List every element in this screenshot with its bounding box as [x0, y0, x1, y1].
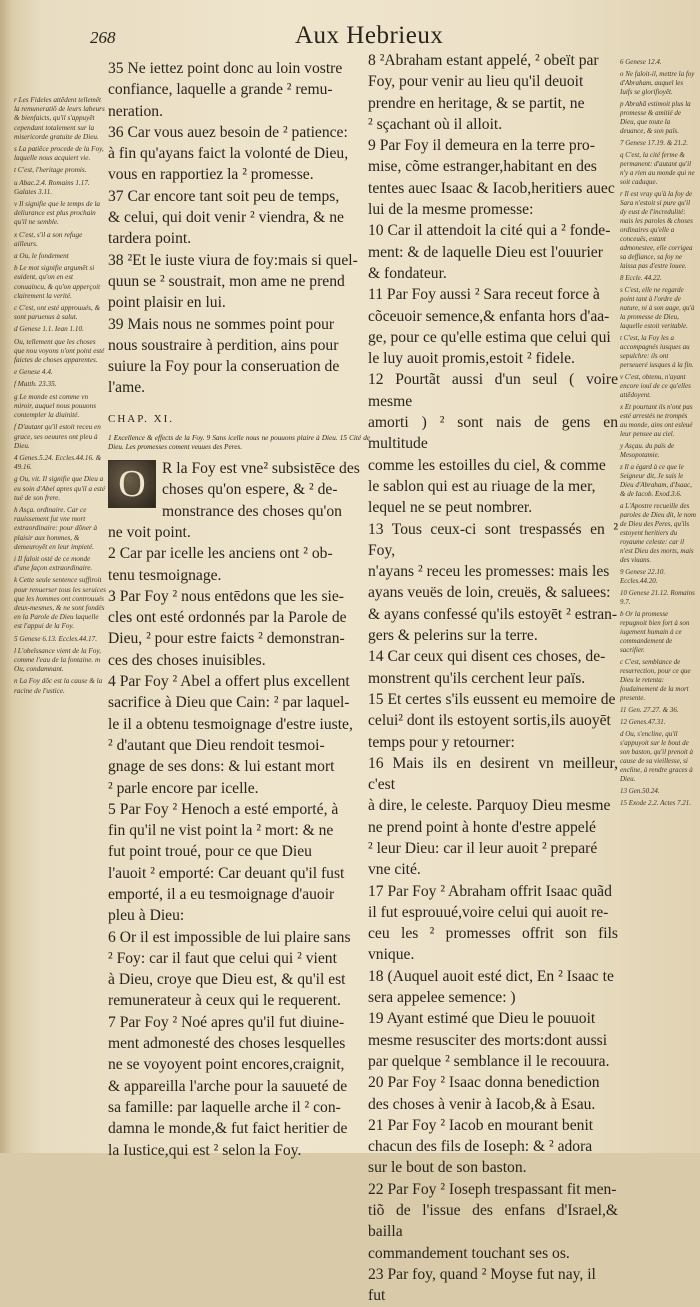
verse-paragraph: 22 Par Foy ² Ioseph trespassant fit men- tiõ de l'issue des enfans d'Israel,& bailla commandement touchant ses os. [368, 1180, 618, 1262]
verse-36: 36 Car vous auez besoin de ² patience: à fin qu'ayans faict la volonté de Dieu, vous en rapportiez la ² promesse. [108, 123, 349, 184]
chapter-heading: CHAP. XI. [108, 412, 174, 425]
margin-note: f Matth. 23.35. [14, 380, 57, 389]
margin-note: 5 Genese 6.13. Eccles.44.17. [14, 634, 98, 643]
margin-note: s C'est, elle ne regarde point tant à l'ordre de nature, ni à son aage, qu'à la promesse de Dieu, laquelle estoit veritable. [620, 286, 695, 330]
margin-note: 10 Genese 21.12. Romains 9.7. [620, 589, 695, 606]
verse-6: 6 Or il est impossible de lui plaire sans ² Foy: car il faut que celui qui ² vient à Dieu, croye que Dieu est, & qu'il est remunerateur à ceux qui le requerent. [108, 928, 351, 1010]
page-gutter-shadow [0, 0, 12, 1153]
verse-3: 3 Par Foy ² nous entēdons que les sie- cles ont esté ordonnés par la Parole de Dieu, ² pour estre faicts ² demonstran- ces des choses inuisibles. [108, 587, 347, 669]
verse-paragraph: 18 (Auquel auoit esté dict, En ² Isaac te sera appelee semence: ) [368, 967, 614, 1007]
verse-37: 37 Car encore tant soit peu de temps, & celui, qui doit venir ² viendra, & ne tardera point. [108, 187, 344, 248]
verse-paragraph: 21 Par Foy ² Iacob en mourant benit chacun des fils de Ioseph: & ² adora sur le bout de son baston. [368, 1116, 594, 1177]
margin-note: d Genese 1.1. Iean 1.10. [14, 325, 84, 334]
margin-note: x Et pourtant ils n'ont pas esté arrestés ne trompés au monde, ains ont esleué leur pensee au ciel. [620, 403, 693, 438]
verse-38: 38 ²Et le iuste viura de foy:mais si quel- quun se ² soustrait, mon ame ne prend point plaisir en lui. [108, 251, 358, 312]
margin-note: q C'est, la cité ferme & permanent: d'autant qu'il n'y a rien au monde qui ne soit caduque. [620, 151, 695, 186]
verse-4: 4 Par Foy ² Abel a offert plus excellent sacrifice à Dieu que Cain: ² par laquel- le il a obtenu tesmoignage d'estre iuste, ² d'autant que Dieu rendoit tesmoi- gnage de ses dons: & lui estant mort ² parle encore par icelle. [108, 673, 353, 797]
margin-note: r Il est vray qu'à la foy de Sara n'estoit si pure qu'il dy eust de l'incredulité: mais les paroles & choses ordinaires qu'elle a conceuës, estant admonestee, elle corrigea sa deffiance, sa foy ne laissa pas d'estre louee. [620, 190, 693, 270]
margin-note: 7 Genese 17.19. & 21.2. [620, 139, 689, 147]
left-margin-notes [14, 96, 106, 699]
margin-note: y Asçau. du païs de Mesopotamie. [620, 442, 675, 459]
margin-note: u Abac.2.4. Romains 1.17. Galates 3.11. [14, 178, 90, 196]
margin-note: k Cette seule sentence suffiroit pour renuerser tous les seruices que les hommes ont controuués deux-mesmes, & ne sont fondés en la Parole de Dieu laquelle est l'appui de la Foy. [14, 576, 106, 631]
margin-note: l L'obeïssance vient de la Foy, comme l'eau de la fontaine. m Ou, condamnant. [14, 646, 101, 674]
verse-39: 39 Mais nous ne sommes point pour nous soustraire à perdition, ains pour suiure la Foy pour la conseruation de l'ame. [108, 315, 340, 397]
margin-note: a L'Apostre recueille des paroles de Dieu dit, le nom de Dieu des Peres, qu'ils estoyent heritiers du royaume celeste: car il n'est Dieu des morts, mais des viuans. [620, 502, 696, 564]
drop-capital: O [108, 460, 156, 508]
verse-7: 7 Par Foy ² Noé apres qu'il fut diuine- ment admonesté des choses lesquelles ne se voyoyent point encores,craignit, & appareilla l'arche pour la sauueté de sa famille: par laquelle arche il ² con- damna le monde,& fut faict heritier de la Iustice,qui est ² selon la Foy. [108, 1013, 348, 1159]
margin-note: n La Foy dōc est la cause & la racine de l'ustice. [14, 677, 103, 695]
margin-note: r Les Fideles attēdent tellemēt la remuneratiō de leurs labeurs & bienfaicts, qu'il s'appuyēt cependant totalement sur la misericorde gratuite de Dieu. [14, 96, 105, 141]
verse-35: 35 Ne iettez point donc au loin vostre confiance, laquelle a grande ² remu- neration. [108, 60, 343, 120]
margin-note: Ou, tellement que les choses que nou voyons n'ont point esté faictes de choses apparentes. [14, 337, 105, 365]
margin-note: 15 Exode 2.2. Actes 7.21. [620, 799, 692, 807]
verse-paragraph: 9 Par Foy il demeura en la terre pro- mise, cõme estranger,habitant en des tentes auec Isaac & Iacob,heritiers auec lui de la mesme promesse: [368, 137, 615, 219]
verse-1: R la Foy est vne² subsistēce des choses qu'on espere, & ² de- monstrance des choses qu'on ne voit point. [108, 460, 360, 541]
page-number: 268 [90, 28, 116, 47]
verse-2: 2 Car par icelle les anciens ont ² ob- tenu tesmoignage. [108, 545, 333, 584]
margin-note: f D'autant qu'il estoit receu en grace, ses oeuures ont pleu à Dieu. [14, 423, 101, 450]
margin-note: i Il faloit osté de ce monde d'une façon extraordinaire. [14, 554, 93, 573]
margin-note: p Abrahā estimoit plus la promesse & amitié de Dieu, que toute la deuance, & son païs. [620, 100, 691, 135]
running-title: Aux Hebrieux [295, 22, 444, 49]
margin-note: 11 Gen. 27.27. & 36. [620, 706, 679, 714]
margin-note: 13 Gen.50.24. [620, 787, 660, 795]
margin-note: g Le monde est comme vn miroir, auquel nous pouuons contempler la diuinité. [14, 392, 96, 420]
verse-paragraph: 10 Car il attendoit la cité qui a ² fonde- ment: & de laquelle Dieu est l'ouurier & fondateur. [368, 222, 611, 282]
margin-note: c C'est, semblance de resurrection, pour ce que Dieu le retenta: foudainement de la mort presente. [620, 658, 691, 702]
left-text-column [108, 58, 370, 1161]
verse-paragraph: 23 Par foy, quand ² Moyse fut nay, il fut [368, 1265, 596, 1305]
verse-paragraph: 19 Ayant estimé que Dieu le pouuoit mesme resusciter des morts:dont aussi par quelque ² semblance il le recouura. [368, 1010, 610, 1070]
margin-note: x C'est, s'il a son refuge ailleurs. [14, 230, 83, 248]
verse-paragraph: 12 Pourtãt aussi d'un seul ( voire mesme amorti ) ² sont nais de gens en multitude comme les estoilles du ciel, & comme le sablon qui est au riuage de la mer, lequel ne se peut nombrer. [368, 371, 618, 517]
chapter-summary: 1 Excellence & effects de la Foy. 9 Sans icelle nous ne pouuons plaire à Dieu. 15 Cité de Dieu. Les promesses coment veuues des Peres. [108, 434, 370, 452]
margin-note: 8 Eccle. 44.22. [620, 274, 662, 282]
verse-paragraph: 14 Car ceux qui disent ces choses, de- monstrent qu'ils cerchent leur païs. [368, 648, 606, 687]
margin-note: o Ne faloit-il, mettre la foy d'Abraham, auquel les Iuifs se glorifioyēt. [620, 70, 695, 96]
margin-note: 9 Genese 22.10. Eccles.44.20. [620, 568, 666, 585]
verse-paragraph: 15 Et certes s'ils eussent eu memoire de celui² dont ils estoyent sortis,ils auoyēt temps pour y retourner: [368, 690, 616, 751]
margin-note: h Asça. ordinaire. Car ce rauissement fut vne mort extraordinaire: pour dōner à plaisir aux hommes, & demeuroyēt en leur impieté. [14, 505, 98, 551]
verse-paragraph: 13 Tous ceux-ci sont trespassés en ² Foy, n'ayans ² receu les promesses: mais les ayans veuës de loin, creuës, & saluees: & ayans confessé qu'ils estoyēt ² estran- gers & pelerins sur la terre. [368, 520, 618, 645]
verse-5: 5 Par Foy ² Henoch a esté emporté, à fin qu'il ne vist point la ² mort: & ne fut point troué, pour ce que Dieu l'auoit ² emporté: Car deuant qu'il fust emporté, il a eu tesmoignage d'auoir pleu à Dieu: [108, 800, 345, 925]
verse-paragraph: 17 Par Foy ² Abraham offrit Isaac quãd il fut esprouué,voire celui qui auoit re- ceu les ² promesses offrit son fils vnique. [368, 882, 618, 964]
margin-note: s La patiēce procede de la Foy, laquelle nous acquiert vie. [14, 145, 104, 163]
verse-paragraph: 16 Mais ils en desirent vn meilleur, c'est à dire, le celeste. Parquoy Dieu mesme ne prend point à honte d'estre appelé ² leur Dieu: car il leur auoit ² preparé vne cité. [368, 754, 618, 879]
margin-note: z Il a égard à ce que le Seigneur dit, Je suis le Dieu d'Abraham, d'Isaac, & de Iacob. Exod.3.6. [620, 463, 692, 498]
margin-note: e Genese 4.4. [14, 368, 53, 377]
margin-note: 6 Genese 12.4. [620, 58, 662, 66]
margin-note: c C'est, ont esté approuués, & sont paruenus à salut. [14, 304, 101, 322]
right-margin-notes [620, 58, 696, 811]
right-text-column [368, 50, 618, 1307]
margin-note: 12 Genes.47.31. [620, 718, 666, 726]
margin-note: g Ou, vit. Il signifie que Dieu a eu soin d'Abel apres qu'il a esté tué de son frere. [14, 475, 106, 502]
margin-note: b Or la promesse repugnoit bien fort à son iugement humain à ce commandement de sacrifier. [620, 610, 690, 654]
verse-paragraph: 8 ²Abraham estant appelé, ² obeït par Foy, pour venir au lieu qu'il deuoit prendre en heritage, & se partit, ne ² sçachant où il alloit. [368, 52, 599, 133]
margin-note: 4 Genes.5.24. Eccles.44.16. & 49.16. [14, 453, 102, 472]
margin-note: t C'est, la Foy les a accompagnés iusques au sepulchre: ils ont perseueré iusques à la fin. [620, 334, 694, 369]
verse-paragraph: 11 Par Foy aussi ² Sara receut force à cõceuoir semence,& enfanta hors d'aa- ge, pour ce qu'elle estima que celui qui le luy auoit promis,estoit ² fidele. [368, 286, 611, 368]
margin-note: a Ou, le fondement [14, 252, 69, 261]
margin-note: b Le mot signifie argumēt si euident, qu'on en est conuaincu, & qu'on apperçoit clairement la verité. [14, 264, 101, 300]
page-header [0, 22, 700, 52]
verse-paragraph: 20 Par Foy ² Isaac donna benediction des choses à venir à Iacob,& à Esau. [368, 1074, 600, 1113]
margin-note: v C'est, obtenu, n'ayant encore iouï de ce qu'elles attēdoyent. [620, 373, 691, 399]
margin-note: v Il signifie que le temps de la deliurance est plus prochain qu'il ne semble. [14, 200, 101, 227]
margin-note: t C'est, l'heritage promis. [14, 166, 87, 175]
margin-note: d Ou, s'encline, qu'il s'appuyoit sur le bout de son baston, qu'il prenoit à cause de sa vieillesse, si encline, à rendre graces à Dieu. [620, 730, 693, 783]
